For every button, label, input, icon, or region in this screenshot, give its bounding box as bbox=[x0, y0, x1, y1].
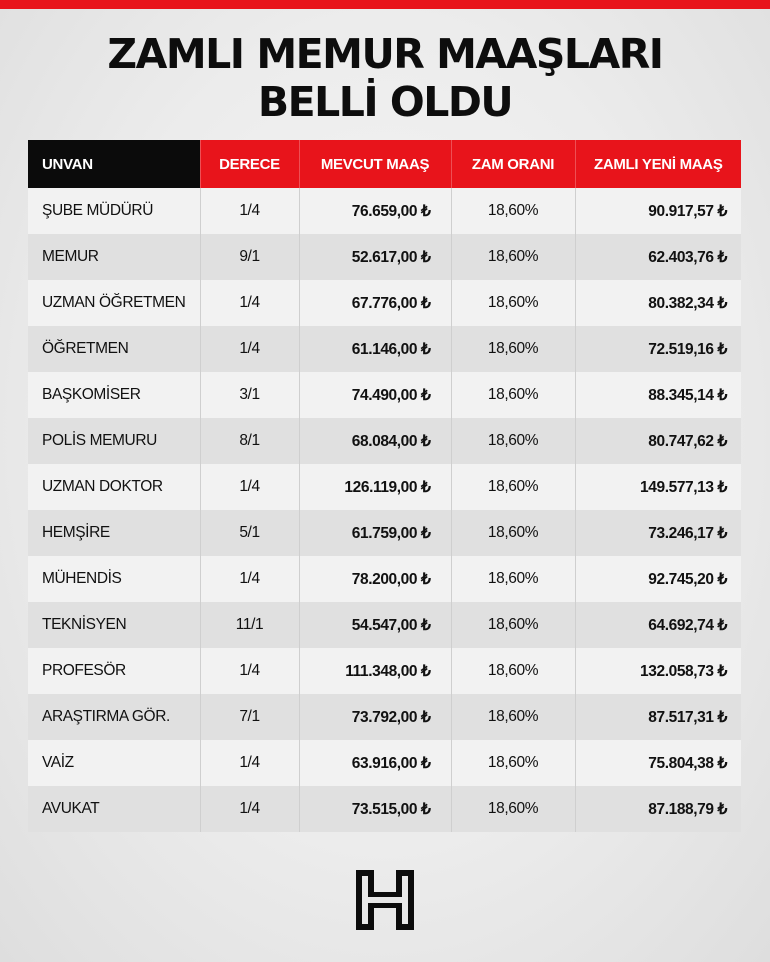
table-row bbox=[28, 694, 741, 740]
cell-derece: 9/1 bbox=[200, 234, 299, 280]
cell-derece: 8/1 bbox=[200, 418, 299, 464]
cell-unvan: POLİS MEMURU bbox=[28, 418, 200, 464]
column-header-zamli-yeni-maas: ZAMLI YENİ MAAŞ bbox=[575, 140, 741, 188]
cell-zam-orani: 18,60% bbox=[451, 786, 575, 832]
cell-derece: 11/1 bbox=[200, 602, 299, 648]
cell-zam-orani: 18,60% bbox=[451, 556, 575, 602]
cell-unvan: MEMUR bbox=[28, 234, 200, 280]
cell-unvan: HEMŞİRE bbox=[28, 510, 200, 556]
cell-unvan: ARAŞTIRMA GÖR. bbox=[28, 694, 200, 740]
cell-mevcut-maas: 126.119,00 ₺ bbox=[299, 464, 451, 510]
top-accent-bar bbox=[0, 0, 770, 9]
cell-derece: 1/4 bbox=[200, 326, 299, 372]
column-header-mevcut-maas: MEVCUT MAAŞ bbox=[299, 140, 451, 188]
cell-zam-orani: 18,60% bbox=[451, 694, 575, 740]
cell-derece: 1/4 bbox=[200, 740, 299, 786]
table-header-row bbox=[28, 140, 741, 188]
cell-zam-orani: 18,60% bbox=[451, 740, 575, 786]
cell-derece: 7/1 bbox=[200, 694, 299, 740]
cell-zamli-yeni-maas: 149.577,13 ₺ bbox=[575, 464, 741, 510]
cell-zamli-yeni-maas: 62.403,76 ₺ bbox=[575, 234, 741, 280]
cell-unvan: BAŞKOMİSER bbox=[28, 372, 200, 418]
cell-zamli-yeni-maas: 90.917,57 ₺ bbox=[575, 188, 741, 234]
title-line-1: ZAMLI MEMUR MAAŞLARI bbox=[107, 30, 663, 78]
cell-unvan: ÖĞRETMEN bbox=[28, 326, 200, 372]
cell-zam-orani: 18,60% bbox=[451, 418, 575, 464]
cell-zam-orani: 18,60% bbox=[451, 372, 575, 418]
cell-derece: 1/4 bbox=[200, 648, 299, 694]
cell-derece: 3/1 bbox=[200, 372, 299, 418]
cell-zamli-yeni-maas: 80.747,62 ₺ bbox=[575, 418, 741, 464]
table-row bbox=[28, 234, 741, 280]
table-row bbox=[28, 786, 741, 832]
cell-unvan: VAİZ bbox=[28, 740, 200, 786]
cell-unvan: UZMAN ÖĞRETMEN bbox=[28, 280, 200, 326]
salary-table bbox=[28, 140, 741, 832]
table-row bbox=[28, 556, 741, 602]
cell-derece: 1/4 bbox=[200, 556, 299, 602]
cell-zamli-yeni-maas: 88.345,14 ₺ bbox=[575, 372, 741, 418]
cell-unvan: TEKNİSYEN bbox=[28, 602, 200, 648]
table-row bbox=[28, 280, 741, 326]
cell-mevcut-maas: 111.348,00 ₺ bbox=[299, 648, 451, 694]
cell-mevcut-maas: 74.490,00 ₺ bbox=[299, 372, 451, 418]
cell-zam-orani: 18,60% bbox=[451, 602, 575, 648]
cell-zamli-yeni-maas: 87.517,31 ₺ bbox=[575, 694, 741, 740]
table-row bbox=[28, 418, 741, 464]
cell-derece: 1/4 bbox=[200, 188, 299, 234]
cell-mevcut-maas: 67.776,00 ₺ bbox=[299, 280, 451, 326]
cell-mevcut-maas: 63.916,00 ₺ bbox=[299, 740, 451, 786]
cell-zam-orani: 18,60% bbox=[451, 648, 575, 694]
table-row bbox=[28, 648, 741, 694]
cell-zam-orani: 18,60% bbox=[451, 326, 575, 372]
cell-derece: 5/1 bbox=[200, 510, 299, 556]
table-row bbox=[28, 602, 741, 648]
column-header-derece: DERECE bbox=[200, 140, 299, 188]
cell-zamli-yeni-maas: 73.246,17 ₺ bbox=[575, 510, 741, 556]
cell-unvan: AVUKAT bbox=[28, 786, 200, 832]
cell-zamli-yeni-maas: 72.519,16 ₺ bbox=[575, 326, 741, 372]
cell-zam-orani: 18,60% bbox=[451, 234, 575, 280]
cell-mevcut-maas: 52.617,00 ₺ bbox=[299, 234, 451, 280]
cell-mevcut-maas: 73.515,00 ₺ bbox=[299, 786, 451, 832]
cell-mevcut-maas: 61.146,00 ₺ bbox=[299, 326, 451, 372]
cell-unvan: MÜHENDİS bbox=[28, 556, 200, 602]
table-row bbox=[28, 326, 741, 372]
table-row bbox=[28, 372, 741, 418]
cell-zamli-yeni-maas: 132.058,73 ₺ bbox=[575, 648, 741, 694]
cell-derece: 1/4 bbox=[200, 280, 299, 326]
cell-zamli-yeni-maas: 92.745,20 ₺ bbox=[575, 556, 741, 602]
cell-mevcut-maas: 54.547,00 ₺ bbox=[299, 602, 451, 648]
page-title bbox=[0, 30, 770, 126]
cell-zam-orani: 18,60% bbox=[451, 280, 575, 326]
cell-derece: 1/4 bbox=[200, 464, 299, 510]
cell-mevcut-maas: 68.084,00 ₺ bbox=[299, 418, 451, 464]
table-row bbox=[28, 510, 741, 556]
cell-mevcut-maas: 78.200,00 ₺ bbox=[299, 556, 451, 602]
table-row bbox=[28, 188, 741, 234]
cell-zamli-yeni-maas: 87.188,79 ₺ bbox=[575, 786, 741, 832]
title-line-2: BELLİ OLDU bbox=[257, 78, 513, 126]
table-body bbox=[28, 188, 741, 832]
cell-mevcut-maas: 73.792,00 ₺ bbox=[299, 694, 451, 740]
column-header-zam-orani: ZAM ORANI bbox=[451, 140, 575, 188]
table-row bbox=[28, 740, 741, 786]
cell-unvan: UZMAN DOKTOR bbox=[28, 464, 200, 510]
cell-mevcut-maas: 76.659,00 ₺ bbox=[299, 188, 451, 234]
cell-zamli-yeni-maas: 80.382,34 ₺ bbox=[575, 280, 741, 326]
cell-zam-orani: 18,60% bbox=[451, 510, 575, 556]
h-logo-icon bbox=[356, 870, 414, 930]
cell-mevcut-maas: 61.759,00 ₺ bbox=[299, 510, 451, 556]
cell-zamli-yeni-maas: 64.692,74 ₺ bbox=[575, 602, 741, 648]
cell-derece: 1/4 bbox=[200, 786, 299, 832]
table-row bbox=[28, 464, 741, 510]
cell-zam-orani: 18,60% bbox=[451, 188, 575, 234]
column-header-unvan: UNVAN bbox=[28, 140, 200, 188]
cell-unvan: ŞUBE MÜDÜRÜ bbox=[28, 188, 200, 234]
cell-zam-orani: 18,60% bbox=[451, 464, 575, 510]
cell-zamli-yeni-maas: 75.804,38 ₺ bbox=[575, 740, 741, 786]
cell-unvan: PROFESÖR bbox=[28, 648, 200, 694]
